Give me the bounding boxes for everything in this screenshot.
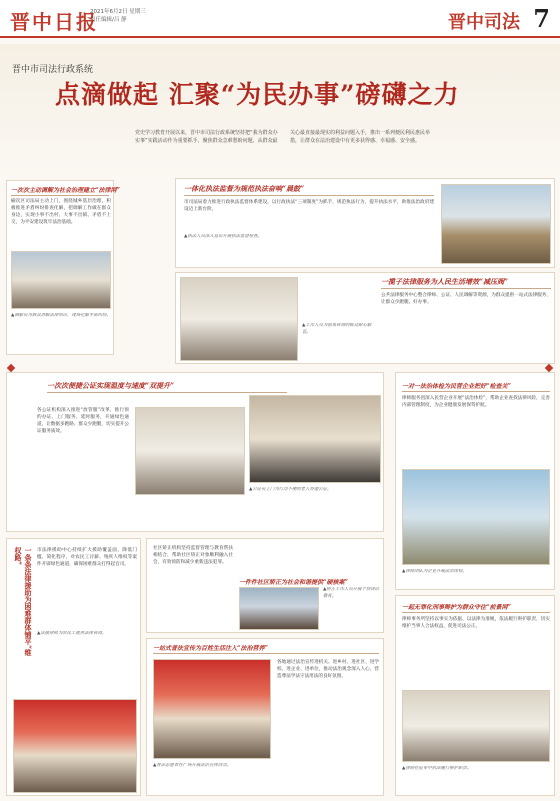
photo-caption: ▲执法人员深入基层开展执法监督检查。 — [184, 234, 263, 239]
panel-criminal-defense — [395, 595, 555, 796]
panel-law-publicity — [146, 638, 384, 796]
photo-correction — [239, 587, 319, 630]
photo-caption: ▲调解员为群众讲解法律知识，现场化解矛盾纠纷。 — [11, 313, 111, 318]
section-body: 律师服务团深入民营企业开展“法治体检”，帮助企业查找法律风险，完善内部管理制度，为企业健康发展保驾护航。 — [402, 396, 550, 408]
divider — [47, 392, 287, 393]
panel-enterprise-checkup — [395, 372, 555, 590]
section-body: 各公证机构深入推进“放管服”改革，推行预约办证、上门服务、延时服务，开通绿色通道，让数据多跑路、群众少跑腿，切实提升公证服务质效。 — [37, 408, 129, 434]
photo-caption: ▲律师团队为企业开展法治体检。 — [402, 569, 467, 574]
section-title: 一起无罪化刑事辩护为群众守住“前景网” — [402, 604, 511, 611]
feature-headline: 点滴做起 汇聚“为民办事”磅礴之力 — [55, 80, 460, 109]
section-title: 一站式普法宣传为百姓生活注入“法治营养” — [153, 645, 268, 652]
divider — [402, 612, 550, 613]
divider — [381, 288, 551, 289]
photo-legal-aid — [13, 699, 137, 793]
section-body: 市司法局着力推进行政执法监督体系建设，以行政执法“三项制度”为抓手，规范执法行为，提升执法水平，助推法治政府建设迈上新台阶。 — [184, 200, 434, 212]
section-title: 一对一法治体检为民营企业把好“检查关” — [402, 383, 511, 390]
section-title: 一次次主动调解为社会治理建立“法律网” — [11, 187, 120, 194]
page-number: 7 — [533, 4, 550, 33]
editor-line: 责任编辑/吕 静 — [90, 17, 127, 23]
photo-caption: ▲工作人员为前来咨询的群众耐心解答。 — [302, 323, 372, 335]
divider — [153, 653, 379, 654]
decorative-diamond — [7, 364, 15, 372]
panel-law-enforcement — [175, 178, 555, 268]
photo-service-center — [180, 277, 298, 361]
section-title: 一件件社区矫正为社会和谐提供“硬核案” — [239, 579, 348, 586]
section-body: 公共法律服务中心整合律师、公证、人民调解等资源，为群众提供一站式法律服务，让群众少跑腿、好办事。 — [381, 293, 551, 305]
panel-notarization — [6, 372, 384, 532]
photo-caption: ▲普法志愿者在广场开展法治宣传活动。 — [153, 763, 232, 768]
photo-notary-visit — [135, 407, 245, 495]
section-name: 晋中司法 — [448, 12, 520, 33]
newspaper-logo: 晋中日报 — [10, 10, 98, 34]
panel-legal-aid — [6, 538, 141, 796]
section-body: 市法律援助中心持续扩大援助覆盖面，降低门槛、简化程序，对农民工讨薪、残疾人维权等案件开辟绿色通道，确保困难群众打得起官司。 — [37, 548, 137, 567]
photo-notary-office — [249, 395, 381, 483]
photo-caption: ▲公证员上门为行动不便的老人办理公证。 — [249, 487, 332, 492]
photo-law-enforcement — [441, 184, 551, 264]
section-title: 一次次便捷公证实现温度与速度“双提升” — [47, 381, 175, 390]
section-body: 榆次区司法局主动上门，围绕城乡基层治理，积极推进矛盾纠纷排查化解，把调解工作做在群众身边，实现小事不出村、大事不出镇、矛盾不上交，为平安建设筑牢法治基础。 — [11, 199, 111, 225]
section-body: 社区矫正机构坚持监督管理与教育帮扶相结合，帮助社区矫正对象顺利融入社会，有效预防和减少重新违法犯罪。 — [153, 546, 233, 565]
photo-courtroom — [402, 690, 550, 762]
section-title: 一条条法律援助为困难群体铺平“维权路” — [14, 547, 33, 657]
photo-caption: ▲律师在庭审中依法履行辩护职责。 — [402, 766, 472, 771]
panel-legal-services — [175, 272, 555, 364]
issue-meta — [90, 8, 146, 24]
masthead — [0, 0, 560, 38]
divider — [184, 195, 434, 196]
divider — [402, 391, 550, 392]
decorative-diamond — [545, 364, 553, 372]
panel-community-correction — [146, 538, 384, 633]
feature-lead: 党史学习教育开展以来，晋中市司法行政系统坚持把“我为群众办实事”实践活动作为重要抓手，聚焦群众急难愁盼问题，从群众最关心最直接最现实的利益问题入手，推出一系列便民利民惠民举措，让群众在法治建设中有更多获得感、幸福感、安全感。 — [135, 130, 431, 144]
photo-enterprise — [402, 469, 550, 565]
section-body: 各地通过法治宣传进机关、进乡村、进社区、进学校、进企业、进单位，推动法治观念深入人心，营造尊法学法守法用法的良好氛围。 — [277, 660, 379, 679]
feature-kicker: 晋中市司法行政系统 — [12, 65, 94, 75]
section-body: 律师事务所坚持以事实为依据、以法律为准绳，依法履行辩护职责，切实维护当事人合法权益，促进司法公正。 — [402, 617, 550, 629]
photo-caption: ▲矫正工作人员开展个别谈话教育。 — [323, 587, 380, 599]
panel-mediation — [6, 180, 120, 355]
photo-caption: ▲法援律师为农民工提供法律咨询。 — [37, 631, 107, 636]
section-title: 一体化执法监督为规范执法奋响“晨鼓” — [184, 184, 305, 193]
divider — [11, 195, 109, 196]
date-line: 2021年6月2日 星期三 — [90, 9, 146, 15]
section-title: 一揽子法律服务为人民生活增效“减压阀” — [381, 277, 509, 286]
photo-mediation — [11, 251, 111, 309]
photo-publicity — [153, 659, 271, 759]
